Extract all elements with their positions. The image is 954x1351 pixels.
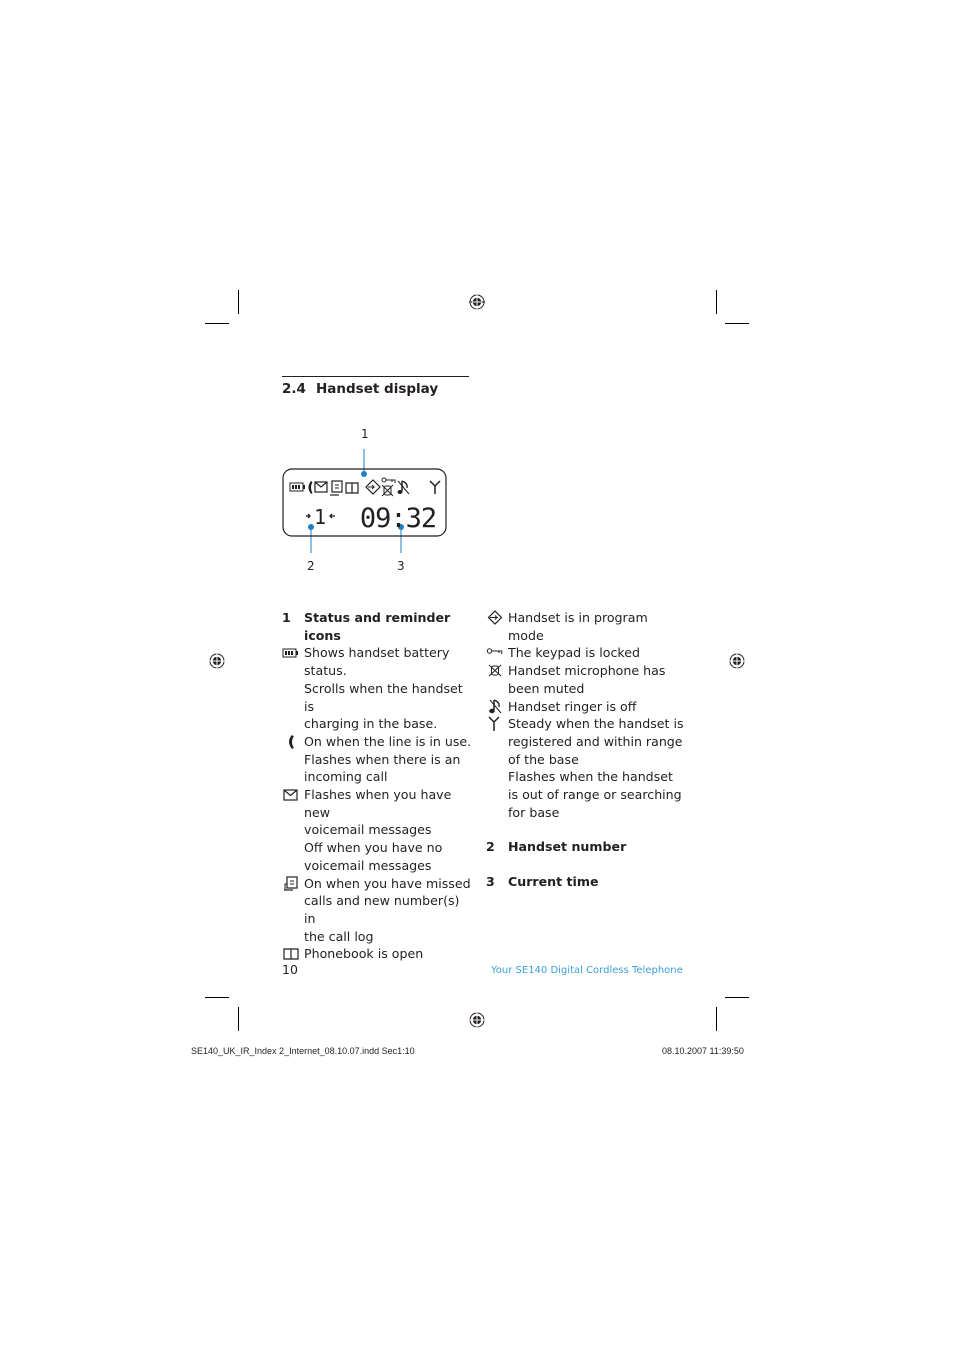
lcd-antenna-icon [430,481,440,494]
entry-line: Shows handset battery [304,645,450,661]
entry-line: is out of range or searching [508,787,682,803]
entry-line: Flashes when the handset [508,769,673,785]
footer-doc-title: Your SE140 Digital Cordless Telephone [491,965,683,976]
heading-title: Handset number [508,839,627,855]
lcd-time: 09:32 [359,503,437,534]
lcd-microphone-muted-icon [382,485,393,496]
entry-line: calls and new number(s) in [304,893,460,926]
entry-line: charging in the base. [304,716,438,732]
entry-mic-muted [486,662,686,697]
entry-line: Flashes when there is an [304,751,461,767]
entry-line: Handset ringer is off [508,698,637,714]
entry-line: mode [508,627,544,643]
entry-ringer-off [486,698,686,716]
entry-line: incoming call [304,769,388,785]
entry-line: the call log [304,928,374,944]
slug-date-info: 08.10.2007 11:39:50 [662,1046,744,1056]
entry-line: Handset is in program [508,610,648,625]
lcd-phone-icon [309,481,313,494]
heading-status-icons [282,609,472,644]
entry-line: registered and within range [508,733,683,749]
heading-title: Current time [508,874,599,890]
lcd-battery-icon [290,483,305,491]
callout-label-3: 3 [397,559,405,573]
entry-line: voicemail messages [304,822,432,838]
entry-line: The keypad is locked [508,645,640,661]
entry-line: status. [304,663,347,679]
page-number: 10 [282,962,298,977]
crop-mark [725,323,749,324]
left-column [282,609,472,963]
entry-line: of the base [508,751,579,767]
lcd-envelope-icon [315,482,327,492]
envelope-icon [282,787,300,802]
entry-antenna [486,715,686,821]
ringer-off-icon [486,699,504,714]
microphone-muted-icon [486,663,504,678]
entry-program-mode [486,609,686,644]
registration-mark-icon [209,653,225,669]
heading-line: Status and reminder [304,610,451,625]
entry-envelope [282,786,472,875]
lcd-handset-digit: 1 [313,505,327,529]
heading-handset-number [486,838,686,856]
registration-mark-icon [729,653,745,669]
registration-mark-icon [469,294,485,310]
battery-icon [282,645,300,660]
crop-mark [238,290,239,314]
section-number: 2.4 [282,381,306,397]
entry-line: Scrolls when the handset is [304,680,463,714]
registration-mark-icon [469,1012,485,1028]
heading-number: 3 [486,874,495,890]
heading-rule [282,376,469,377]
entry-line: Off when you have no [304,840,443,856]
crop-mark [205,997,229,998]
entry-keypad-lock [486,644,686,662]
crop-mark [205,323,229,324]
crop-mark [725,997,749,998]
lcd-program-mode-icon [366,480,380,494]
heading-number: 1 [282,610,291,625]
entry-line: On when you have missed [304,875,471,891]
entry-missed-calls [282,875,472,946]
lcd-phonebook-icon [346,483,358,493]
entry-line: Handset microphone has [508,663,666,679]
callout-label-1: 1 [361,427,369,441]
slug-file-info: SE140_UK_IR_Index 2_Internet_08.10.07.indd Sec1:10 [191,1046,415,1056]
lcd-key-icon [382,478,395,483]
entry-phonebook [282,945,472,963]
entry-line: Phonebook is open [304,946,424,962]
phonebook-icon [282,946,300,961]
right-column [486,609,686,891]
entry-line: been muted [508,680,585,696]
callout-label-2: 2 [307,559,315,573]
heading-line: icons [304,627,341,643]
callout-dot-1 [361,471,367,477]
handset-display-figure [280,445,450,557]
heading-number: 2 [486,839,495,855]
antenna-icon [486,716,504,731]
section-title-text: Handset display [316,381,439,397]
heading-current-time [486,873,686,891]
missed-calls-icon [282,876,300,891]
lcd-ringer-off-icon [398,481,410,494]
phone-handset-icon [282,734,300,749]
key-icon [486,645,504,660]
entry-phone [282,733,472,786]
program-mode-icon [486,610,504,625]
entry-line: On when the line is in use. [304,733,472,749]
entry-line: Flashes when you have new [304,787,452,820]
crop-mark [716,290,717,314]
entry-line: for base [508,804,560,820]
section-title [282,381,438,397]
lcd-missed-calls-icon [330,481,342,495]
crop-mark [238,1007,239,1031]
entry-line: Steady when the handset is [508,716,684,732]
crop-mark [716,1007,717,1031]
entry-battery [282,644,472,733]
entry-line: voicemail messages [304,857,432,873]
